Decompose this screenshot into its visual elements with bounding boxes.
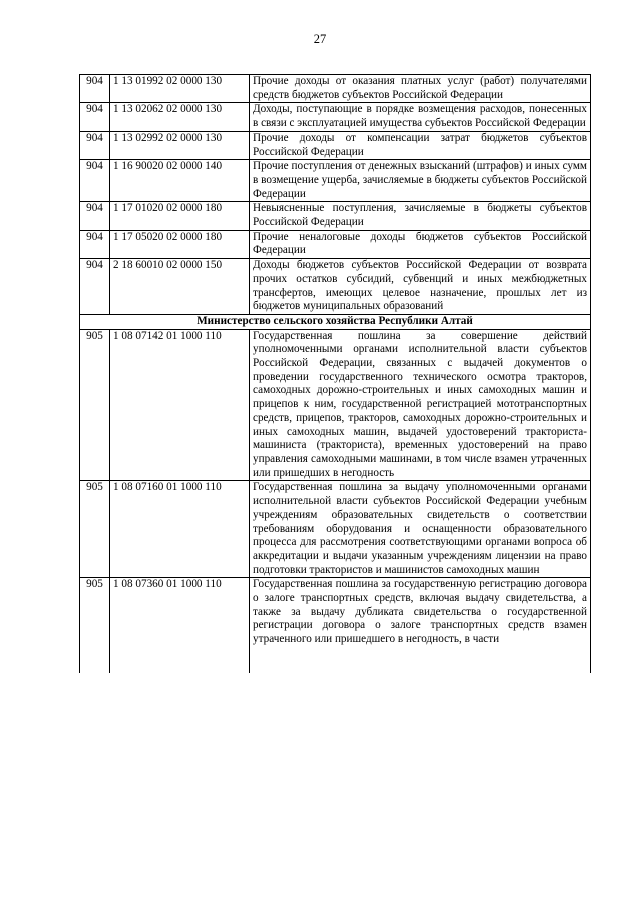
description-text: Государственная пошлина за государственную регистрацию договора о залоге транспортных средств, включая выдачу свидетельства, а также за выдачу дубликата свидетельства о государственной регистрации договора о залоге транспортных средств взамен утраченного или пришедшего в негодность, в части	[253, 578, 587, 646]
budget-code-cell: 1 13 02062 02 0000 130	[110, 103, 250, 131]
description-cell: Прочие неналоговые доходы бюджетов субъектов Российской Федерации	[250, 230, 591, 258]
table-row	[80, 131, 591, 159]
budget-code-cell: 1 08 07160 01 1000 110	[110, 481, 250, 578]
description-cell: Государственная пошлина за совершение действий уполномоченными органами исполнительной власти субъектов Российской Федерации, связанных с выдачей документов о проведении государственного технического осмотра тракторов, самоходных дорожно-строительных и иных самоходных машин и прицепов к ним, государственной регистрацией мототранспортных средств, прицепов, тракторов, самоходных дорожно-строительных и иных самоходных машин, выдачей удостоверений тракториста-машиниста (тракториста), временных удостоверений на право управления самоходными машинами, в том числе взамен утраченных или пришедших в негодность	[250, 329, 591, 481]
section-title: Министерство сельского хозяйства Республики Алтай	[80, 314, 591, 329]
admin-code-cell: 905	[80, 578, 110, 674]
description-cell: Доходы, поступающие в порядке возмещения расходов, понесенных в связи с эксплуатацией имущества субъектов Российской Федерации	[250, 103, 591, 131]
budget-code-cell: 2 18 60010 02 0000 150	[110, 259, 250, 315]
table-row	[80, 103, 591, 131]
section-header-row	[80, 314, 591, 329]
budget-code-cell: 1 17 01020 02 0000 180	[110, 202, 250, 230]
description-cell: Прочие доходы от оказания платных услуг (работ) получателями средств бюджетов субъектов Российской Федерации	[250, 75, 591, 103]
page-number: 27	[313, 32, 327, 46]
admin-code-cell: 904	[80, 75, 110, 103]
budget-code-cell: 1 13 02992 02 0000 130	[110, 131, 250, 159]
budget-code-cell: 1 13 01992 02 0000 130	[110, 75, 250, 103]
description-cell	[250, 578, 591, 674]
description-cell: Доходы бюджетов субъектов Российской Федерации от возврата прочих остатков субсидий, субвенций и иных межбюджетных трансфертов, имеющих целевое назначение, прошлых лет из бюджетов муниципальных образований	[250, 259, 591, 315]
admin-code-cell: 904	[80, 202, 110, 230]
table-row	[80, 160, 591, 202]
admin-code-cell: 905	[80, 329, 110, 481]
description-cell: Прочие доходы от компенсации затрат бюджетов субъектов Российской Федерации	[250, 131, 591, 159]
admin-code-cell: 905	[80, 481, 110, 578]
budget-code-cell: 1 08 07142 01 1000 110	[110, 329, 250, 481]
table-row	[80, 259, 591, 315]
table-row	[80, 75, 591, 103]
table-row	[80, 202, 591, 230]
budget-code-cell: 1 17 05020 02 0000 180	[110, 230, 250, 258]
description-cell: Невыясненные поступления, зачисляемые в бюджеты субъектов Российской Федерации	[250, 202, 591, 230]
revenue-codes-table	[79, 74, 591, 673]
table-row	[80, 481, 591, 578]
budget-code-cell: 1 16 90020 02 0000 140	[110, 160, 250, 202]
table-row	[80, 578, 591, 674]
table-row	[80, 329, 591, 481]
admin-code-cell: 904	[80, 131, 110, 159]
admin-code-cell: 904	[80, 259, 110, 315]
admin-code-cell: 904	[80, 103, 110, 131]
description-cell: Прочие поступления от денежных взысканий (штрафов) и иных сумм в возмещение ущерба, зачисляемые в бюджеты субъектов Российской Федерации	[250, 160, 591, 202]
budget-code-cell: 1 08 07360 01 1000 110	[110, 578, 250, 674]
table-row	[80, 230, 591, 258]
admin-code-cell: 904	[80, 160, 110, 202]
admin-code-cell: 904	[80, 230, 110, 258]
description-cell: Государственная пошлина за выдачу уполномоченными органами исполнительной власти субъектов Российской Федерации учебным учреждениям образовательных свидетельств о соответствии требованиям оборудования и оснащенности образовательного процесса для рассмотрения соответствующими органами вопроса об аккредитации и выдачи указанным учреждениям лицензии на право подготовки трактористов и машинистов самоходных машин	[250, 481, 591, 578]
